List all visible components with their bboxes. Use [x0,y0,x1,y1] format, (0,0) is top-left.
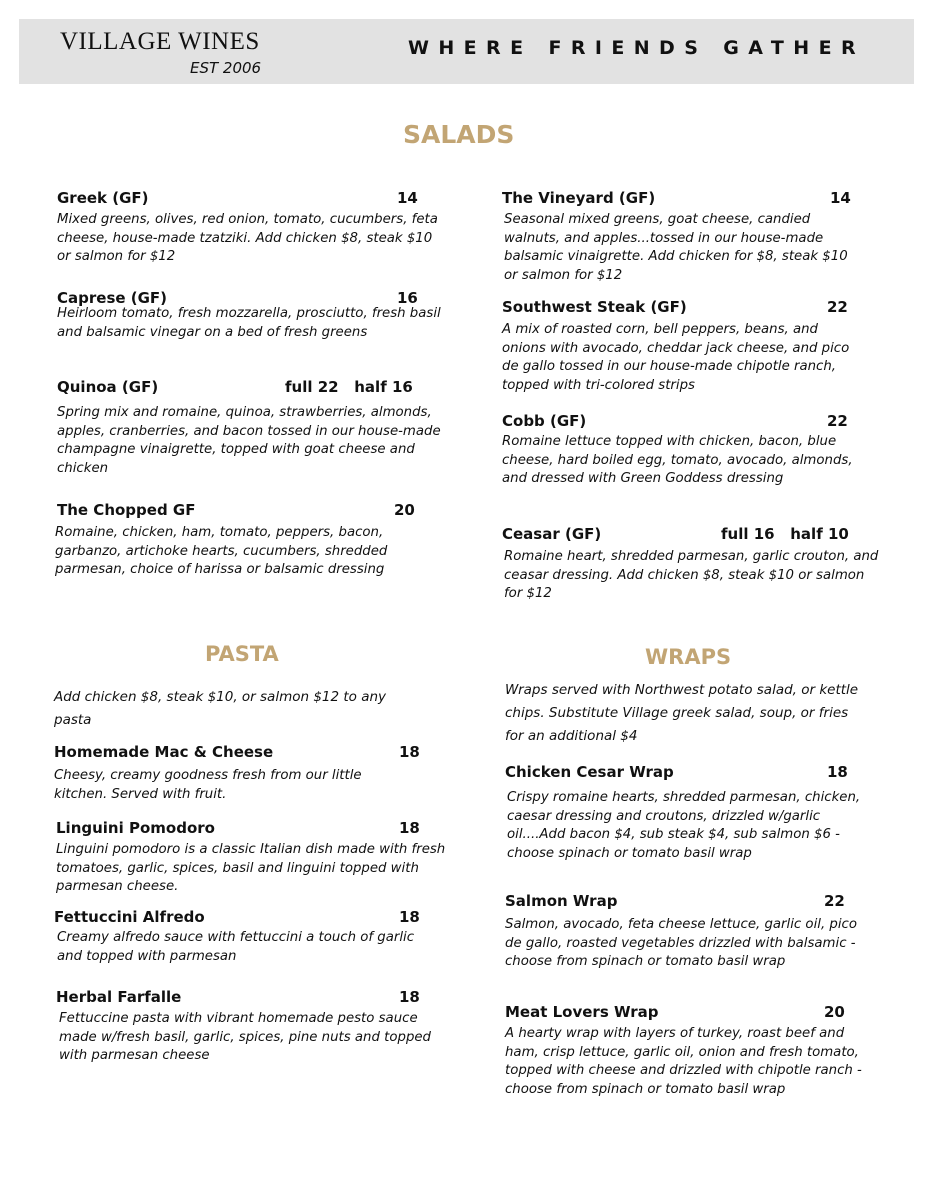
item-price: 18 [399,743,420,761]
item-name: Ceasar (GF) [502,525,602,543]
menu-item-caprese [57,289,467,349]
item-price: 14 [830,189,851,207]
item-description: Salmon, avocado, feta cheese lettuce, garlic oil, pico de gallo, roasted vegetables drizzled with balsamic - choose from spinach or tomato basil wrap [505,917,857,970]
menu-item-cobb [502,412,882,512]
item-price: full 22 half 16 [285,378,413,396]
item-price: 18 [399,819,420,837]
item-name: The Vineyard (GF) [502,189,656,207]
item-name: Quinoa (GF) [57,378,159,396]
item-description: Creamy alfredo sauce with fettuccini a touch of garlic and topped with parmesan [57,930,415,964]
item-name: Meat Lovers Wrap [505,1003,659,1021]
menu-item-greek [57,189,467,269]
pasta-note: Add chicken $8, steak $10, or salmon $12 to any pasta [54,689,387,728]
item-price: 18 [827,763,848,781]
item-name: Fettuccini Alfredo [54,908,205,926]
menu-item-ceasar [502,525,892,605]
item-description: Romaine heart, shredded parmesan, garlic crouton, and ceasar dressing. Add chicken $8, steak $10 or salmon for $12 [504,549,879,602]
item-name: Cobb (GF) [502,412,587,430]
item-price: 18 [399,988,420,1006]
menu-item-chicken-cesar-wrap [505,763,895,863]
item-description: A mix of roasted corn, bell peppers, beans, and onions with avocado, cheddar jack cheese, and pico de gallo tossed in our house-made chipotle ranch, topped with tri-colored strips [502,322,850,393]
salads-title: SALADS [403,120,515,149]
menu-item-chopped [57,501,467,581]
item-name: The Chopped GF [57,501,196,519]
item-name: Linguini Pomodoro [56,819,215,837]
item-description: Seasonal mixed greens, goat cheese, candied walnuts, and apples...tossed in our house-made balsamic vinaigrette. Add chicken for $8, steak $10 or salmon for $12 [504,212,848,283]
item-price: 20 [394,501,415,519]
item-name: Chicken Cesar Wrap [505,763,674,781]
item-description: A hearty wrap with layers of turkey, roast beef and ham, crisp lettuce, garlic oil, onion and fresh tomato, topped with cheese and drizzled with chipotle ranch - choose from spinach or tomato basil wrap [505,1026,862,1097]
item-description: Cheesy, creamy goodness fresh from our little kitchen. Served with fruit. [54,768,362,802]
item-price: 22 [827,412,848,430]
tagline: WHERE FRIENDS GATHER [408,37,865,59]
item-description: Mixed greens, olives, red onion, tomato, cucumbers, feta cheese, house-made tzatziki. Add chicken $8, steak $10 or salmon for $12 [57,212,438,265]
menu-item-herbal-farfalle [54,988,454,1068]
item-description: Fettuccine pasta with vibrant homemade pesto sauce made w/fresh basil, garlic, spices, pine nuts and topped with parmesan cheese [59,1011,432,1064]
menu-item-fettuccini-alfredo [54,908,444,968]
item-price: 22 [827,298,848,316]
menu-item-mac-and-cheese [54,743,434,803]
item-price: 16 [397,289,418,307]
item-name: Homemade Mac & Cheese [54,743,274,761]
item-description: Romaine, chicken, ham, tomato, peppers, bacon, garbanzo, artichoke hearts, cucumbers, shredded parmesan, choice of harissa or balsamic dressing [55,525,388,578]
established-year: EST 2006 [190,59,262,77]
item-price: 22 [824,892,845,910]
item-description: Spring mix and romaine, quinoa, strawberries, almonds, apples, cranberries, and bacon tossed in our house-made champagne vinaigrette, topped with goat cheese and chicken [57,405,441,476]
item-name: Caprese (GF) [57,289,168,307]
item-description: Heirloom tomato, fresh mozzarella, prosciutto, fresh basil and balsamic vinegar on a bed of fresh greens [57,306,441,340]
menu-item-salmon-wrap [505,892,885,992]
item-price: 20 [824,1003,845,1021]
item-name: Southwest Steak (GF) [502,298,687,316]
item-price: 14 [397,189,418,207]
item-name: Herbal Farfalle [56,988,182,1006]
item-name: Salmon Wrap [505,892,618,910]
header-bar [19,19,914,84]
item-description: Linguini pomodoro is a classic Italian dish made with fresh tomatoes, garlic, spices, basil and linguini topped with parmesan cheese. [56,842,446,895]
item-price: full 16 half 10 [721,525,849,543]
item-description: Romaine lettuce topped with chicken, bacon, blue cheese, hard boiled egg, tomato, avocado, almonds, and dressed with Green Goddess dressing [502,434,853,487]
wraps-note: Wraps served with Northwest potato salad, or kettle chips. Substitute Village greek salad, soup, or fries for an additional $4 [505,682,859,744]
menu-item-meat-lovers-wrap [505,1003,895,1123]
menu-item-linguini-pomodoro [54,819,454,899]
item-description: Crispy romaine hearts, shredded parmesan, chicken, caesar dressing and croutons, drizzled w/garlic oil....Add bacon $4, sub steak $4, sub salmon $6 - choose spinach or tomato basil wrap [507,790,861,861]
wraps-title: WRAPS [645,645,732,669]
item-price: 18 [399,908,420,926]
menu-item-vineyard [502,189,882,284]
menu-item-southwest-steak [502,298,882,398]
item-name: Greek (GF) [57,189,149,207]
pasta-title: PASTA [205,642,279,666]
brand-name: VILLAGE WINES [60,28,260,55]
menu-item-quinoa [57,378,467,478]
